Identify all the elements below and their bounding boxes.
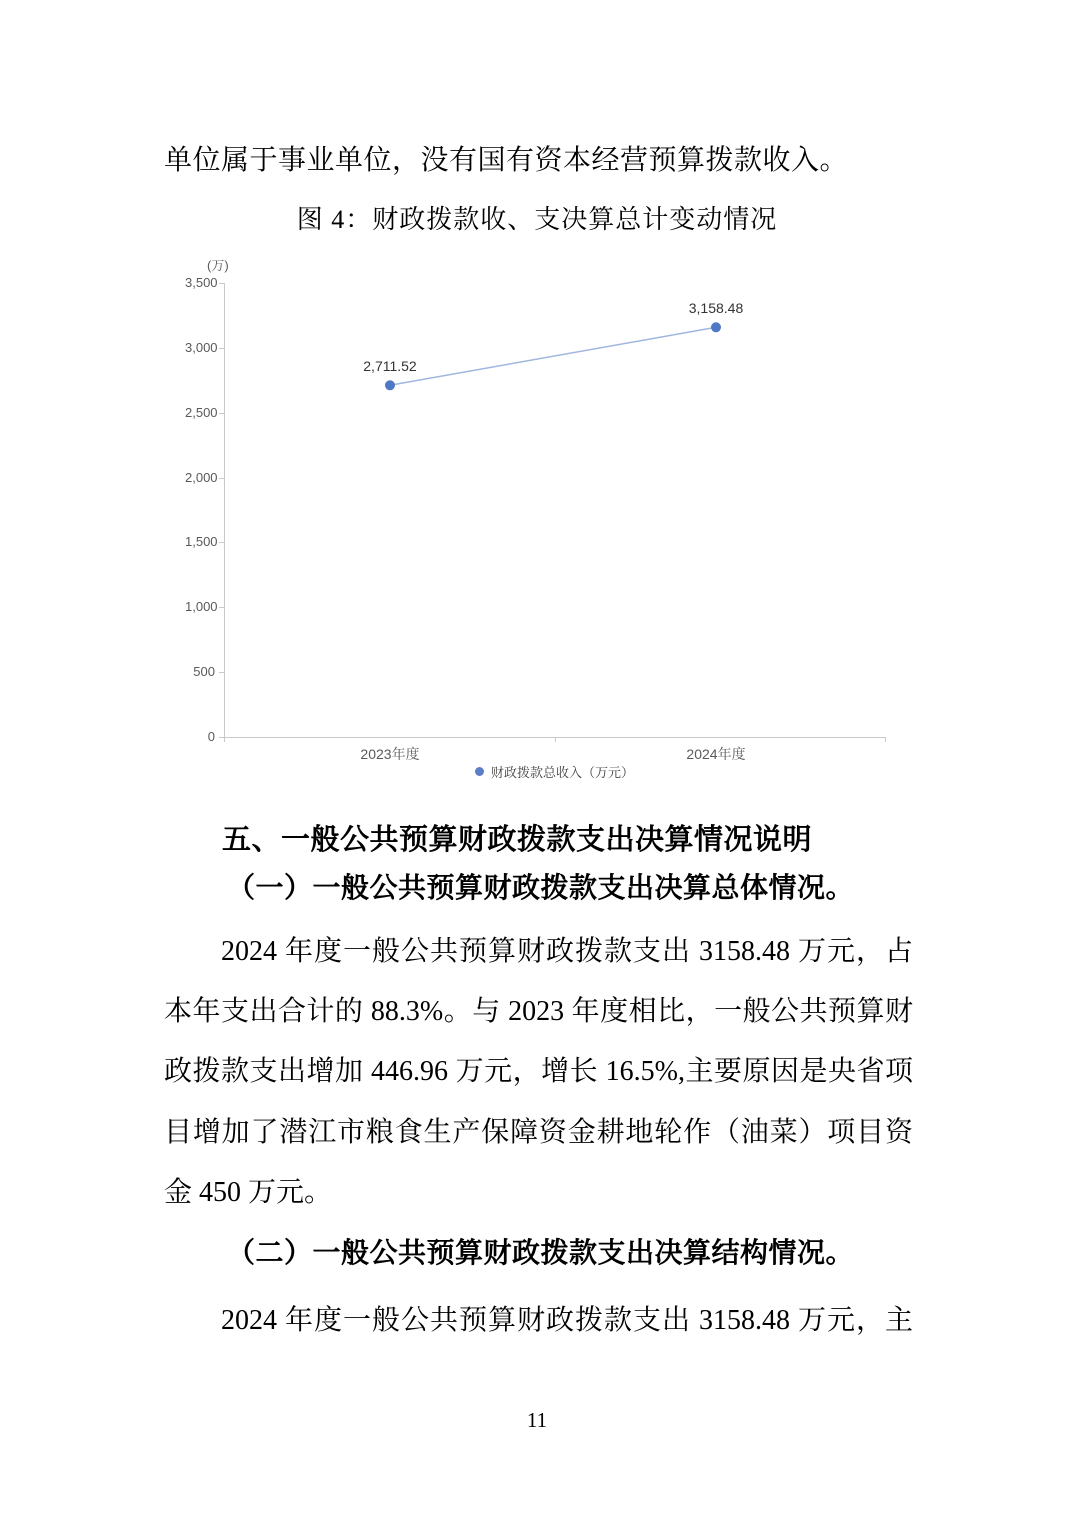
page-number: 11 bbox=[526, 1408, 548, 1432]
series-plot bbox=[185, 253, 900, 798]
line-chart bbox=[185, 253, 900, 798]
figure-title: 图 4：财政拨款收、支决算总计变动情况 bbox=[296, 205, 778, 234]
y-axis-tick-label: 0 bbox=[207, 729, 215, 744]
paragraph-line: 本年支出合计的 88.3%。与 2023 年度相比，一般公共预算财 bbox=[164, 996, 913, 1027]
y-axis-tick-label: 3,500 bbox=[185, 275, 218, 290]
y-axis-tick-label: 1,000 bbox=[185, 599, 218, 615]
y-axis-tick-label: 2,000 bbox=[185, 469, 218, 485]
paragraph-line: 2024 年度一般公共预算财政拨款支出 3158.48 万元，主 bbox=[221, 1305, 913, 1336]
subsection-heading-1: （一）一般公共预算财政拨款支出决算总体情况。 bbox=[227, 873, 855, 904]
chart-legend bbox=[224, 762, 885, 781]
data-point-marker bbox=[385, 380, 395, 390]
series-line bbox=[390, 327, 716, 385]
subsection-heading-2: （二）一般公共预算财政拨款支出决算结构情况。 bbox=[227, 1238, 855, 1269]
legend-label: 财政拨款总收入（万元） bbox=[490, 765, 634, 780]
legend-marker-icon bbox=[475, 767, 484, 776]
paragraph-line: 2024 年度一般公共预算财政拨款支出 3158.48 万元，占 bbox=[221, 936, 913, 967]
x-axis-category-label: 2024年度 bbox=[686, 746, 746, 762]
body-text-continuation: 单位属于事业单位，没有国有资本经营预算拨款收入。 bbox=[164, 145, 849, 176]
data-point-marker bbox=[711, 322, 721, 332]
y-axis-tick-label: 3,000 bbox=[185, 339, 218, 355]
paragraph-line: 政拨款支出增加 446.96 万元，增长 16.5%,主要原因是央省项 bbox=[164, 1056, 913, 1087]
y-axis-tick-label: 2,500 bbox=[185, 404, 218, 420]
y-axis-unit-label: (万) bbox=[207, 258, 229, 273]
y-axis-tick-label: 1,500 bbox=[185, 534, 218, 550]
section-heading: 五、一般公共预算财政拨款支出决算情况说明 bbox=[222, 824, 813, 856]
data-point-label: 2,711.52 bbox=[363, 358, 417, 375]
y-axis-tick-label: 500 bbox=[193, 664, 215, 680]
paragraph-line: 目增加了潜江市粮食生产保障资金耕地轮作（油菜）项目资 bbox=[164, 1117, 913, 1148]
x-axis-category-label: 2023年度 bbox=[360, 746, 420, 762]
data-point-label: 3,158.48 bbox=[688, 300, 744, 317]
paragraph-line: 金 450 万元。 bbox=[164, 1177, 333, 1208]
